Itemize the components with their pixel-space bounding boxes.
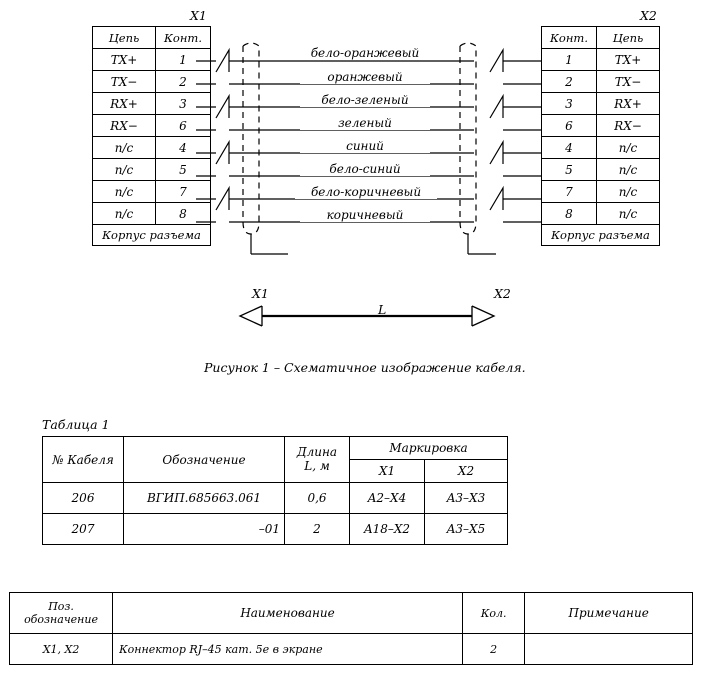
figure-caption: Рисунок 1 – Схематичное изображение кабеля. — [204, 360, 526, 375]
right-pinout-table — [541, 26, 660, 246]
table-row — [542, 27, 660, 49]
table-row — [93, 203, 211, 225]
th-marking: Маркировка — [350, 437, 508, 460]
wire-label-5: синий — [300, 139, 430, 153]
left-shell-label: Корпус разъема — [93, 225, 211, 246]
table-row — [93, 115, 211, 137]
left-pin-7: 7 — [156, 181, 211, 203]
row1-marking-x1: A2–X4 — [350, 483, 425, 514]
length-arrow-x1-label: X1 — [252, 286, 269, 301]
left-circuit-6: п/с — [93, 159, 156, 181]
table-header-row — [10, 593, 693, 634]
table-row — [93, 71, 211, 93]
row2-designation: –01 — [124, 514, 285, 545]
wire-label-7: бело-коричневый — [295, 185, 437, 199]
row2-cable-no: 207 — [43, 514, 124, 545]
left-connector-table — [92, 26, 211, 246]
right-pin-8: 8 — [542, 203, 597, 225]
right-circuit-1: TX+ — [597, 49, 660, 71]
right-pin-2: 2 — [542, 71, 597, 93]
connector-x2-label: X2 — [640, 8, 657, 23]
right-pin-1: 1 — [542, 49, 597, 71]
connector-x1-label: X1 — [190, 8, 207, 23]
right-circuit-7: п/с — [597, 181, 660, 203]
left-circuit-4: RX− — [93, 115, 156, 137]
wire-label-8: коричневый — [300, 208, 430, 222]
table-row — [93, 93, 211, 115]
left-pin-4: 6 — [156, 115, 211, 137]
right-circuit-8: п/с — [597, 203, 660, 225]
bom-row1-pos: X1, X2 — [10, 634, 113, 665]
row2-marking-x1: A18–X2 — [350, 514, 425, 545]
wire-label-2: оранжевый — [300, 70, 430, 84]
table-header-row — [43, 437, 508, 460]
table-row — [542, 93, 660, 115]
left-header-circuit: Цепь — [93, 27, 156, 49]
th-cable-no: № Кабеля — [43, 437, 124, 483]
table-row — [93, 225, 211, 246]
left-pinout-table — [92, 26, 211, 246]
th-length-line2: L, м — [304, 458, 330, 473]
table-row — [542, 203, 660, 225]
right-pin-7: 7 — [542, 181, 597, 203]
wire-label-1: бело-оранжевый — [300, 46, 430, 60]
table-row — [93, 181, 211, 203]
bom-row1-qty: 2 — [462, 634, 524, 665]
left-pin-8: 8 — [156, 203, 211, 225]
table-row — [43, 514, 508, 545]
spec-table-container — [9, 592, 693, 665]
wire-label-4: зеленый — [300, 116, 430, 130]
table-row — [10, 634, 693, 665]
left-circuit-2: TX− — [93, 71, 156, 93]
th-pos-line2: обозначение — [24, 613, 99, 626]
right-circuit-4: RX− — [597, 115, 660, 137]
th-length-line1: Длина — [296, 444, 338, 459]
th-marking-x2: X2 — [425, 460, 508, 483]
right-circuit-2: TX− — [597, 71, 660, 93]
left-header-pin: Конт. — [156, 27, 211, 49]
th-pos-line1: Поз. — [48, 599, 74, 613]
bom-table — [9, 592, 693, 665]
right-connector-table — [541, 26, 660, 246]
table1-title: Таблица 1 — [42, 417, 110, 432]
right-shell-label: Корпус разъема — [542, 225, 660, 246]
row1-marking-x2: A3–X3 — [425, 483, 508, 514]
table-row — [542, 159, 660, 181]
table-row — [93, 137, 211, 159]
right-circuit-5: п/с — [597, 137, 660, 159]
length-arrow-x2-label: X2 — [494, 286, 511, 301]
wire-label-6: бело-синий — [300, 162, 430, 176]
left-pin-6: 5 — [156, 159, 211, 181]
length-arrow-l-label: L — [378, 302, 387, 317]
left-pin-2: 2 — [156, 71, 211, 93]
left-circuit-1: TX+ — [93, 49, 156, 71]
cable-spec-table — [42, 436, 508, 545]
right-header-circuit: Цепь — [597, 27, 660, 49]
th-designation: Обозначение — [124, 437, 285, 483]
cable-length-arrow — [232, 300, 502, 332]
bom-row1-name: Коннектор RJ–45 кат. 5е в экране — [113, 634, 463, 665]
row1-designation: ВГИП.685663.061 — [124, 483, 285, 514]
right-pin-6: 5 — [542, 159, 597, 181]
right-pin-3: 3 — [542, 93, 597, 115]
table-row — [542, 49, 660, 71]
wire-label-3: бело-зеленый — [300, 93, 430, 107]
row2-marking-x2: A3–X5 — [425, 514, 508, 545]
table1 — [42, 436, 508, 545]
cable-wiring-graphic — [196, 26, 542, 286]
row2-length: 2 — [285, 514, 350, 545]
th-note: Примечание — [525, 593, 693, 634]
left-pin-5: 4 — [156, 137, 211, 159]
table-row — [43, 483, 508, 514]
left-circuit-3: RX+ — [93, 93, 156, 115]
table-row — [542, 137, 660, 159]
table-row — [542, 225, 660, 246]
right-pin-4: 6 — [542, 115, 597, 137]
table-row — [542, 115, 660, 137]
bom-row1-note — [525, 634, 693, 665]
right-circuit-6: п/с — [597, 159, 660, 181]
row1-length: 0,6 — [285, 483, 350, 514]
table-row — [93, 49, 211, 71]
th-pos-designation — [10, 593, 113, 634]
left-circuit-8: п/с — [93, 203, 156, 225]
th-marking-x1: X1 — [350, 460, 425, 483]
th-qty: Кол. — [462, 593, 524, 634]
table-row — [542, 181, 660, 203]
table-row — [93, 159, 211, 181]
table-row — [93, 27, 211, 49]
left-pin-3: 3 — [156, 93, 211, 115]
th-name: Наименование — [113, 593, 463, 634]
right-pin-5: 4 — [542, 137, 597, 159]
table-row — [542, 71, 660, 93]
left-pin-1: 1 — [156, 49, 211, 71]
left-circuit-7: п/с — [93, 181, 156, 203]
left-circuit-5: п/с — [93, 137, 156, 159]
right-header-pin: Конт. — [542, 27, 597, 49]
th-length — [285, 437, 350, 483]
right-circuit-3: RX+ — [597, 93, 660, 115]
row1-cable-no: 206 — [43, 483, 124, 514]
